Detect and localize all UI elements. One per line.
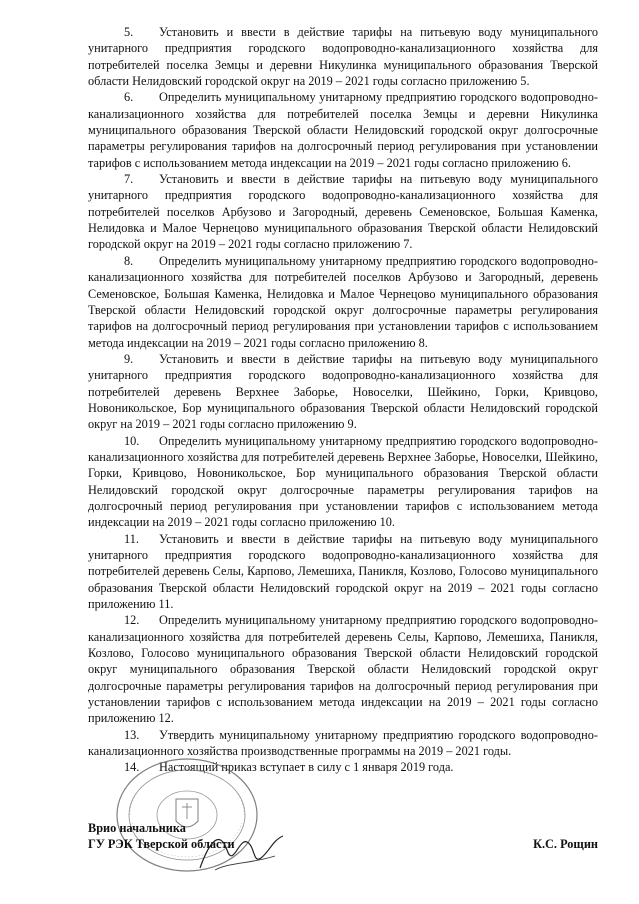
paragraph-number: 13. xyxy=(124,727,140,742)
paragraph-10 xyxy=(88,433,598,531)
paragraph-text: Определить муниципальному унитарному предприятию городского водопроводно-канализационного хозяйства для потребителей поселков Арбузово и Загородный, деревень Семеновское, Большая Каменка, Нелидовка и Малое Чернецово муниципального образования Тверской области Нелидовский городской округ долгосрочные параметры регулирования тарифов на долгосрочный период регулирования при установлении тарифов с использованием метода индексации на 2019 – 2021 годы согласно приложению 8. xyxy=(88,253,598,350)
paragraph-text: Настоящий приказ вступает в силу с 1 января 2019 года. xyxy=(159,760,454,775)
paragraph-7 xyxy=(88,171,598,253)
signatory-name: К.С. Рощин xyxy=(533,837,598,851)
paragraph-text: Установить и ввести в действие тарифы на питьевую воду муниципального унитарного предприятия городского водопроводно-канализационного хозяйства для потребителей деревень Селы, Карпово, Лемешиха, Паникля, Козлово, Голосово муниципального образования Тверской области Нелидовский городской округ на 2019 – 2021 годы согласно приложению 11. xyxy=(88,531,598,612)
paragraph-9 xyxy=(88,351,598,433)
paragraph-number: 5. xyxy=(124,25,134,39)
paragraph-text: Утвердить муниципальному унитарному предприятию городского водопроводно-канализационного хозяйства производственные программы на 2019 – 2021 годы. xyxy=(88,727,598,759)
paragraph-12 xyxy=(88,612,598,726)
paragraph-text: Определить муниципальному унитарному предприятию городского водопроводно-канализационного хозяйства для потребителей деревень Верхнее Заборье, Новоселки, Шейкино, Горки, Кривцово, Новоникольское, Бор муниципального образования Тверской области Нелидовский городской округ долгосрочные параметры регулирования тарифов на долгосрочный период регулирования при установлении тарифов с использованием метода индексации на 2019 – 2021 годы согласно приложению 10. xyxy=(88,433,598,530)
paragraph-number: 6. xyxy=(124,90,134,105)
paragraph-number: 11. xyxy=(124,531,139,546)
paragraph-8 xyxy=(88,253,598,351)
position-line-2: ГУ РЭК Тверской области xyxy=(88,837,235,852)
paragraph-text: Установить и ввести в действие тарифы на питьевую воду муниципального унитарного предприятия городского водопроводно-канализационного хозяйства для потребителей поселка Земцы и деревни Никулинка муниципального образования Тверской области Нелидовский городской округ на 2019 – 2021 годы согласно приложению 5. xyxy=(88,25,598,89)
paragraph-number: 8. xyxy=(124,253,134,268)
handwritten-signature-icon xyxy=(195,820,290,880)
paragraph-6 xyxy=(88,89,598,171)
paragraph-number: 10. xyxy=(124,433,140,448)
paragraph-text: Установить и ввести в действие тарифы на питьевую воду муниципального унитарного предприятия городского водопроводно-канализационного хозяйства для потребителей поселков Арбузово и Загородный, деревень Семеновское, Большая Каменка, Нелидовка и Малое Чернецово муниципального образования Тверской области Нелидовский городской округ на 2019 – 2021 годы согласно приложению 7. xyxy=(88,172,598,252)
paragraph-number: 9. xyxy=(124,351,134,366)
paragraph-number: 14. xyxy=(124,760,140,775)
paragraph-number: 12. xyxy=(124,613,140,628)
paragraph-5 xyxy=(88,24,598,89)
paragraph-text: Определить муниципальному унитарному предприятию городского водопроводно-канализационного хозяйства для потребителей деревень Селы, Карпово, Лемешиха, Паникля, Козлово, Голосово муниципального образования Тверской области Нелидовский городской округ муниципального образования Тверской области Нелидовский городской округ долгосрочные параметры регулирования тарифов на долгосрочный период регулирования при установлении тарифов с использованием метода индексации на 2019 – 2021 годы согласно приложению 12. xyxy=(88,613,598,726)
paragraph-text: Определить муниципальному унитарному предприятию городского водопроводно-канализационного хозяйства для потребителей поселка Земцы и деревни Никулинка муниципального образования Тверской области Нелидовский городской округ долгосрочные параметры регулирования тарифов на долгосрочный период регулирования при установлении тарифов с использованием метода индексации на 2019 – 2021 годы согласно приложению 6. xyxy=(88,90,598,170)
document-body xyxy=(88,24,598,776)
paragraph-text: Установить и ввести в действие тарифы на питьевую воду муниципального унитарного предприятия городского водопроводно-канализационного хозяйства для потребителей деревень Верхнее Заборье, Новоселки, Шейкино, Горки, Кривцово, Новоникольское, Бор муниципального образования Тверской области Нелидовский городской округ на 2019 – 2021 годы согласно приложению 9. xyxy=(88,351,598,432)
paragraph-11 xyxy=(88,531,598,613)
position-line-1: Врио начальника xyxy=(88,821,186,835)
paragraph-number: 7. xyxy=(124,172,134,187)
